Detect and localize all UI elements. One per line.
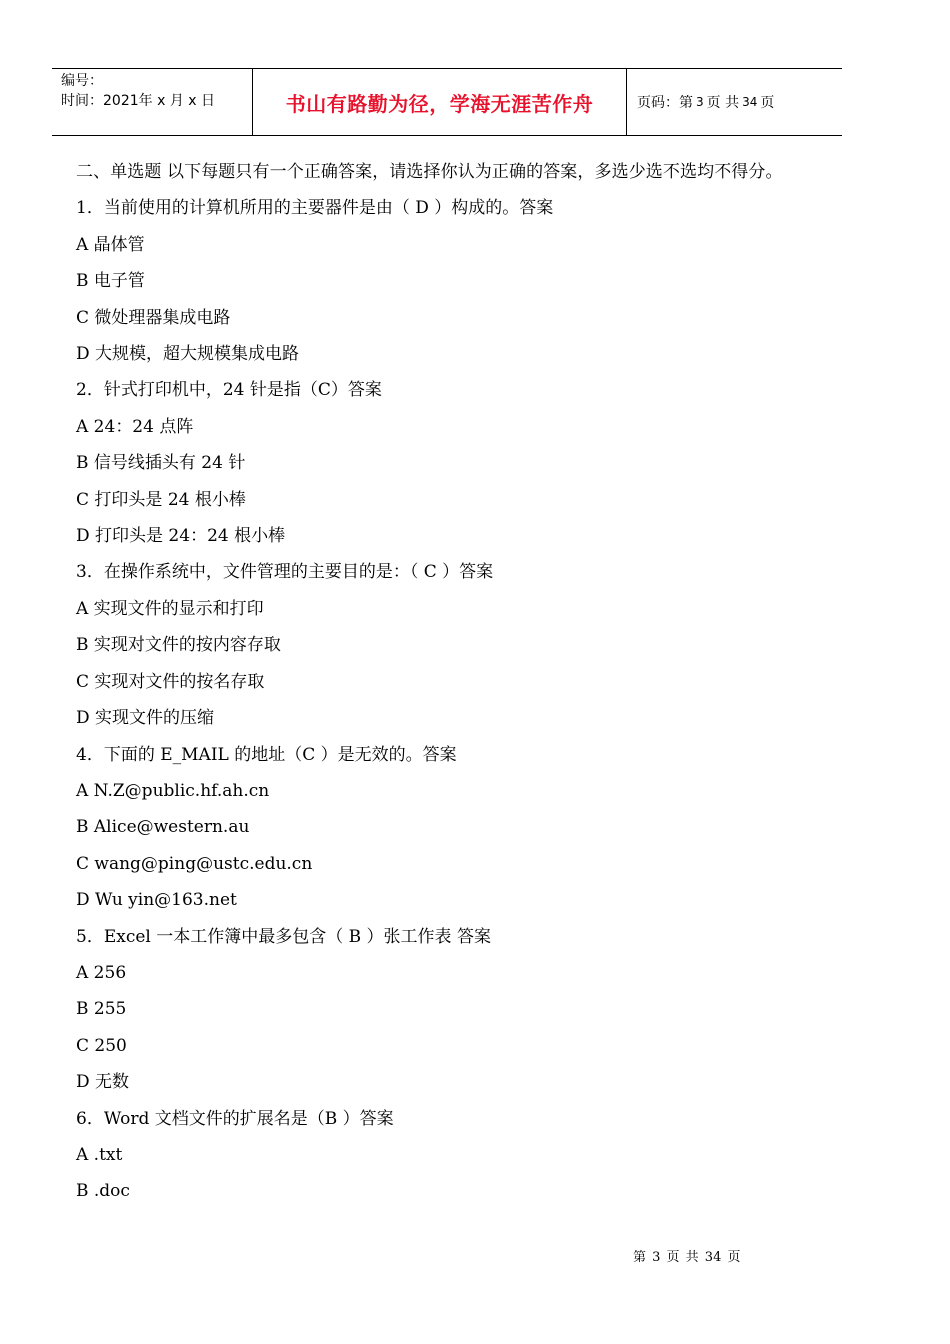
q3-option-a: A 实现文件的显示和打印 — [76, 598, 264, 619]
q1-option-d: D 大规模，超大规模集成电路 — [76, 344, 300, 365]
q6-option-b: B .doc — [76, 1181, 130, 1202]
question-3: 3．在操作系统中，文件管理的主要目的是：（ C ）答案 — [76, 562, 494, 583]
page-number: 3 — [696, 95, 704, 109]
q2-option-c: C 打印头是 24 根小棒 — [76, 489, 246, 510]
time-prefix: 时间： — [61, 93, 103, 109]
page-prefix: 页码：第 — [637, 95, 693, 111]
time-rest: 年 x 月 x 日 — [138, 93, 216, 109]
page-total: 34 — [742, 95, 758, 109]
question-5: 5．Excel 一本工作簿中最多包含（ B ）张工作表 答案 — [76, 926, 491, 947]
page-header — [52, 68, 842, 136]
header-motto: 书山有路勤为径，学海无涯苦作舟 — [253, 69, 627, 135]
q3-option-c: C 实现对文件的按名存取 — [76, 671, 265, 692]
question-6: 6．Word 文档文件的扩展名是（B ）答案 — [76, 1108, 394, 1129]
page-mid: 页 共 — [706, 95, 740, 111]
q1-option-b: B 电子管 — [76, 271, 145, 292]
q4-option-d: D Wu yin@163.net — [76, 890, 237, 911]
q1-option-c: C 微处理器集成电路 — [76, 307, 231, 328]
question-2: 2．针式打印机中，24 针是指（C）答案 — [76, 380, 382, 401]
time-line — [61, 91, 252, 111]
question-1: 1．当前使用的计算机所用的主要器件是由（ D ）构成的。答案 — [76, 198, 554, 219]
page-footer: 第 3 页 共 34 页 — [633, 1250, 741, 1265]
q2-option-a: A 24：24 点阵 — [76, 416, 194, 437]
q4-option-a: A N.Z@public.hf.ah.cn — [76, 780, 270, 801]
q2-option-d: D 打印头是 24：24 根小棒 — [76, 526, 286, 547]
header-page-info — [627, 69, 842, 135]
q5-option-b: B 255 — [76, 999, 127, 1020]
document-body — [76, 154, 876, 1210]
q5-option-c: C 250 — [76, 1035, 127, 1056]
time-year: 2021 — [103, 93, 139, 109]
question-4: 4．下面的 E_MAIL 的地址（C ）是无效的。答案 — [76, 744, 457, 765]
serial-label: 编号： — [61, 73, 103, 89]
page-suffix: 页 — [760, 95, 775, 111]
q5-option-a: A 256 — [76, 962, 127, 983]
q3-option-d: D 实现文件的压缩 — [76, 708, 215, 729]
q6-option-a: A .txt — [76, 1144, 123, 1165]
q4-option-b: B Alice@western.au — [76, 817, 250, 838]
q4-option-c: C wang@ping@ustc.edu.cn — [76, 853, 313, 874]
q3-option-b: B 实现对文件的按内容存取 — [76, 635, 281, 656]
q5-option-d: D 无数 — [76, 1072, 130, 1093]
header-meta — [52, 69, 253, 135]
q1-option-a: A 晶体管 — [76, 234, 145, 255]
q2-option-b: B 信号线插头有 24 针 — [76, 453, 246, 474]
section-intro: 二、单选题 以下每题只有一个正确答案，请选择你认为正确的答案，多选少选不选均不得分。 — [76, 162, 783, 182]
